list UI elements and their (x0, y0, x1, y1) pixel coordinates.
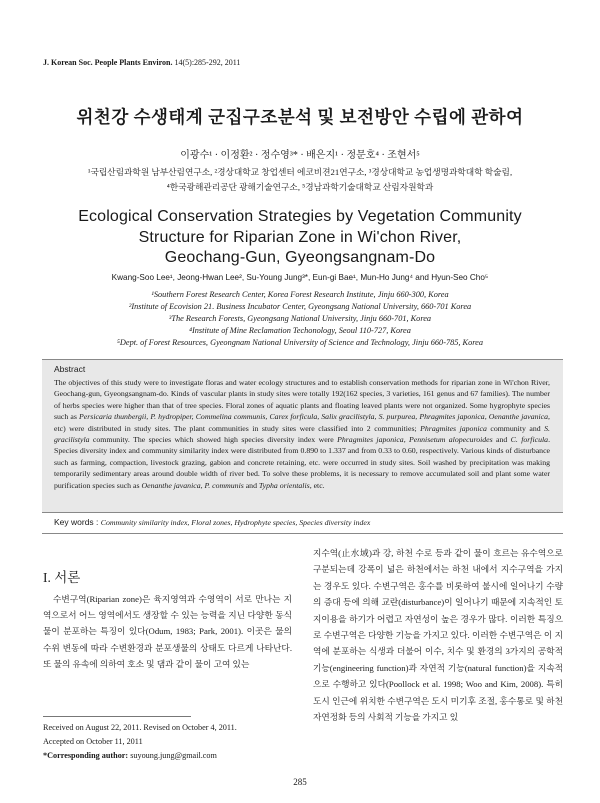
abstract-text-run: community and (486, 423, 545, 433)
title-english-line: Ecological Conservation Strategies by Vegetation Community (78, 208, 522, 225)
corresponding-author (43, 751, 217, 760)
affiliation-english: ⁴Institute of Mine Reclamation Techonology, Seoul 110-727, Korea (189, 326, 411, 335)
journal-citation (43, 58, 240, 67)
abstract-species-name: S. gracilistyla (54, 423, 550, 445)
title-korean: 위천강 수생태계 군집구조분석 및 보전방안 수립에 관하여 (76, 107, 524, 127)
journal-name: J. Korean Soc. People Plants Environ. (43, 58, 173, 67)
title-english-line: Structure for Riparian Zone in Wi'chon River, (138, 228, 462, 246)
affiliation-korean: ⁴한국광해관리공단 광해기술연구소, ⁵경남과학기술대학교 산림자원학과 (166, 182, 434, 192)
abstract-species-name: Persicaria thunbergii, P. hydropiper, Commelina communis, Carex forficula, Salix gracilistyla, S. purpurea, Phragmites japonica, Oenanthe javanica (79, 412, 549, 422)
abstract-text-run: and (492, 435, 511, 445)
affiliation-english: ²Institute of Ecovision 21. Business Incubator Center, Gyeongsang National University, 660-701 Korea (128, 302, 472, 311)
abstract-paragraph (54, 377, 550, 491)
title-english-line: Geochang-Gun, Gyeongsangnam-Do (164, 249, 436, 266)
footnote-divider (43, 716, 191, 717)
authors-korean: 이광수¹ · 이정환² · 정수영³* · 배은지¹ · 정문호⁴ · 조현서⁵ (180, 150, 420, 161)
body-column-right: 지수역(止水域)과 강, 하천 수로 등과 같이 물이 흐르는 유수역으로 구분되는데 강폭이 넓은 하천에서는 하천 내에서 지수구역을 가지는 경우도 있다. 수변구역은 홍수를 비롯하여 불시에 일어나기 수량의 증대 등에 의해 교란(disturbance)이 일어나기 때문에 지속적인 토지이용을 하기가 어렵고 자연성이 높은 경우가 많다. 이러한 특징으로 수변구역은 다양한 기능을 가지고 있다. 이러한 수변구역은 이 지역에 분포하는 식생과 더불어 이수, 치수 및 환경의 3가지의 공학적 기능(engineering function)과 자연적 기능(natural function)을 지속적으로 수행하고 있다(Poollock et al. 1998; Woo and Kim, 2008). 특히 도시 인근에 위치한 수변구역은 도시 미기후 조절, 홍수통로 및 하천 자연정화 등의 사회적 기능을 가지고 있 (313, 548, 563, 723)
abstract-text-run: , etc) were distributed in study sites. The plant communities in study sites were classified into 2 communities; (54, 412, 550, 433)
affiliation-english: ¹Southern Forest Research Center, Korea Forest Research Institute, Jinju 660-300, Korea (151, 290, 449, 299)
accepted-date: Accepted on October 11, 2011 (43, 737, 143, 746)
title-english (0, 207, 600, 269)
abstract-text-run: . Species diversity index and community similarity index were distributed from 0.890 to 1.337 and from 0.33 to 0.60, respectively. Various kinds of disturbance such as farming, compaction, livestock grazing, gabion and concrete retaining, etc. were occurred in study sites. Soil washed by precipitation was making temporarily sedimentary areas around double width of river bed. To solve these problems, it is necessary to remove accumulated soil and plant some water purification species such as (54, 435, 551, 490)
section-heading: I. 서론 (43, 570, 81, 585)
abstract-species-name: Phragmites japonica, Pennisetum alopecuroides (337, 435, 493, 445)
affiliation-korean: ¹국립산림과학원 남부산림연구소, ²경상대학교 창업센터 에코비젼21연구소, ³경상대학교 농업생명과학대학 학술림, (87, 167, 513, 177)
abstract-species-name: Oenanthe javanica, P. communis (141, 480, 244, 490)
body-column-left: 수변구역(Riparian zone)은 육지영역과 수영역이 서로 만나는 지역으로서 어느 영역에서도 생장할 수 있는 능력을 지닌 다양한 동식물이 분포하는 특징이 있다(Odum, 1983; Park, 2001). 이곳은 물의 수위 변동에 따라 수변환경과 분포생물의 상태도 다르게 나타난다. 또 물의 유속에 의하여 호소 및 댐과 같이 물이 고여 있는 (43, 594, 292, 669)
affiliation-english: ⁵Dept. of Forest Resources, Gyeongnam National University of Science and Technology, Jinju 660-785, Korea (117, 338, 483, 347)
keywords-divider (42, 533, 563, 534)
corresponding-label: *Corresponding author: (43, 751, 129, 760)
corresponding-email[interactable]: suyoung.jung@gmail.com (128, 751, 217, 760)
abstract-species-name: Phragmites japonica (420, 423, 487, 433)
abstract-text-run: The objectives of this study were to investigate floras and water ecology structures and to establish conservation methods for riparian zone in Wi'chon River, Geochang-gun, Gyeongsangnam-do. Kinds of vascular plants in study sites were totally 192(162 species, 3 varieties, 161 genus and 67 families). The number of herbs species were higher than that of tree species. Floral zones of aquatic plants and floating leaved plants were not organized. Some hygrophyte species such as (54, 378, 550, 422)
affiliation-english: ³The Research Forests, Gyeongsang National University, Jinju 660-701, Korea (168, 314, 432, 323)
abstract-heading: Abstract (54, 364, 86, 374)
abstract-species-name: C. forficula (510, 435, 549, 445)
abstract-text-run: and (243, 480, 259, 490)
authors-english: Kwang-Soo Lee¹, Jeong-Hwan Lee², Su-Young Jung³*, Eun-gi Bae¹, Mun-Ho Jung⁴ and Hyun-Seo Cho⁵ (111, 273, 489, 282)
keywords (54, 517, 370, 527)
abstract-text (54, 377, 550, 491)
page-number: 285 (293, 777, 307, 787)
keywords-label: Key words : (54, 517, 101, 527)
abstract-text-run: community. The species which showed high species diversity index were (89, 435, 338, 445)
abstract-species-name: Typha orientalis (258, 480, 310, 490)
journal-volume: 14(5):285-292, 2011 (174, 58, 241, 67)
keywords-text: Community similarity index, Floral zones, Hydrophyte species, Species diversity index (100, 518, 371, 527)
received-date: Received on August 22, 2011. Revised on October 4, 2011. (43, 723, 237, 732)
abstract-text-run: , etc. (309, 480, 325, 490)
